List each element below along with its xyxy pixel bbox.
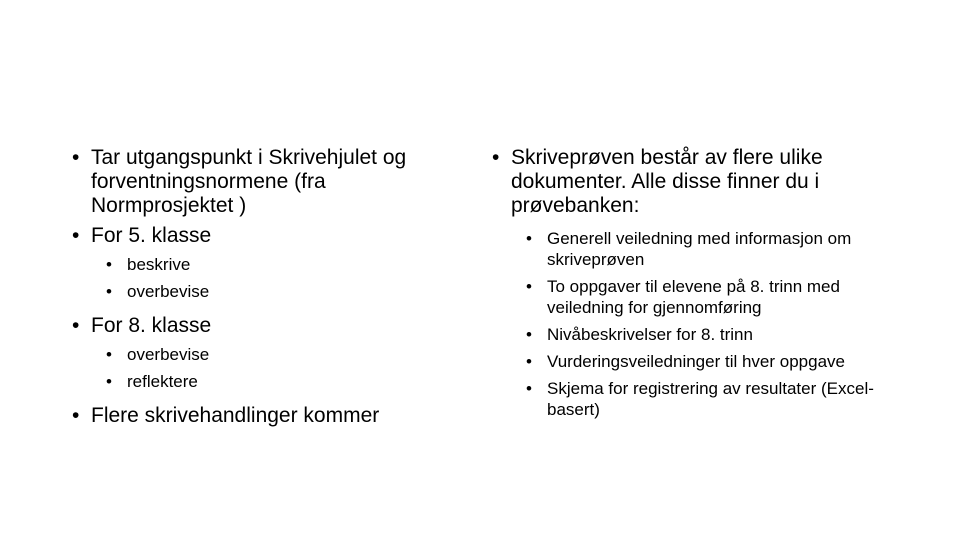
right-subitem-text: To oppgaver til elevene på 8. trinn med veiledning for gjennomføring [547, 277, 840, 317]
left-subitem-text: overbevise [127, 345, 210, 364]
bullet: • [106, 282, 112, 301]
left-item-3 [70, 314, 470, 338]
left-item-1 [70, 146, 470, 218]
bullet: • [526, 352, 532, 371]
bullet: • [492, 146, 500, 169]
left-item-4-text: Flere skrivehandlinger kommer [91, 404, 380, 427]
left-subitem [106, 371, 470, 392]
right-subitem [526, 378, 910, 420]
left-subitem [106, 281, 470, 302]
bullet: • [526, 229, 532, 248]
left-item-1-text: Tar utgangspunkt i Skrivehjulet og forventningsnormene (fra Normprosjektet ) [91, 146, 407, 217]
right-subitem [526, 351, 910, 372]
right-subitem [526, 228, 910, 270]
right-item-1-sublist [526, 228, 910, 420]
left-item-3-text: For 8. klasse [91, 314, 212, 337]
left-item-3-sublist [106, 344, 470, 392]
bullet: • [72, 146, 80, 169]
bullet: • [106, 372, 112, 391]
bullet: • [526, 379, 532, 398]
right-subitem-text: Vurderingsveiledninger til hver oppgave [547, 352, 845, 371]
right-subitem-text: Nivåbeskrivelser for 8. trinn [547, 325, 753, 344]
right-subitem [526, 276, 910, 318]
bullet: • [72, 224, 80, 247]
bullet: • [72, 314, 80, 337]
left-item-4 [70, 404, 470, 428]
left-subitem-text: overbevise [127, 282, 210, 301]
bullet: • [106, 345, 112, 364]
left-subitem-text: beskrive [127, 255, 191, 274]
right-subitem-text: Skjema for registrering av resultater (Excel-basert) [547, 379, 874, 419]
right-item-1-text: Skriveprøven består av flere ulike dokumenter. Alle disse finner du i prøvebanken: [511, 146, 823, 217]
bullet: • [72, 404, 80, 427]
right-item-1 [490, 146, 910, 218]
left-item-2-text: For 5. klasse [91, 224, 212, 247]
left-subitem-text: reflektere [127, 372, 198, 391]
left-subitem [106, 254, 470, 275]
bullet: • [106, 255, 112, 274]
left-item-2-sublist [106, 254, 470, 302]
right-subitem-text: Generell veiledning med informasjon om skriveprøven [547, 229, 852, 269]
right-subitem [526, 324, 910, 345]
right-column [490, 146, 910, 420]
bullet: • [526, 325, 532, 344]
bullet: • [526, 277, 532, 296]
left-subitem [106, 344, 470, 365]
left-column [70, 146, 470, 428]
left-item-2 [70, 224, 470, 248]
